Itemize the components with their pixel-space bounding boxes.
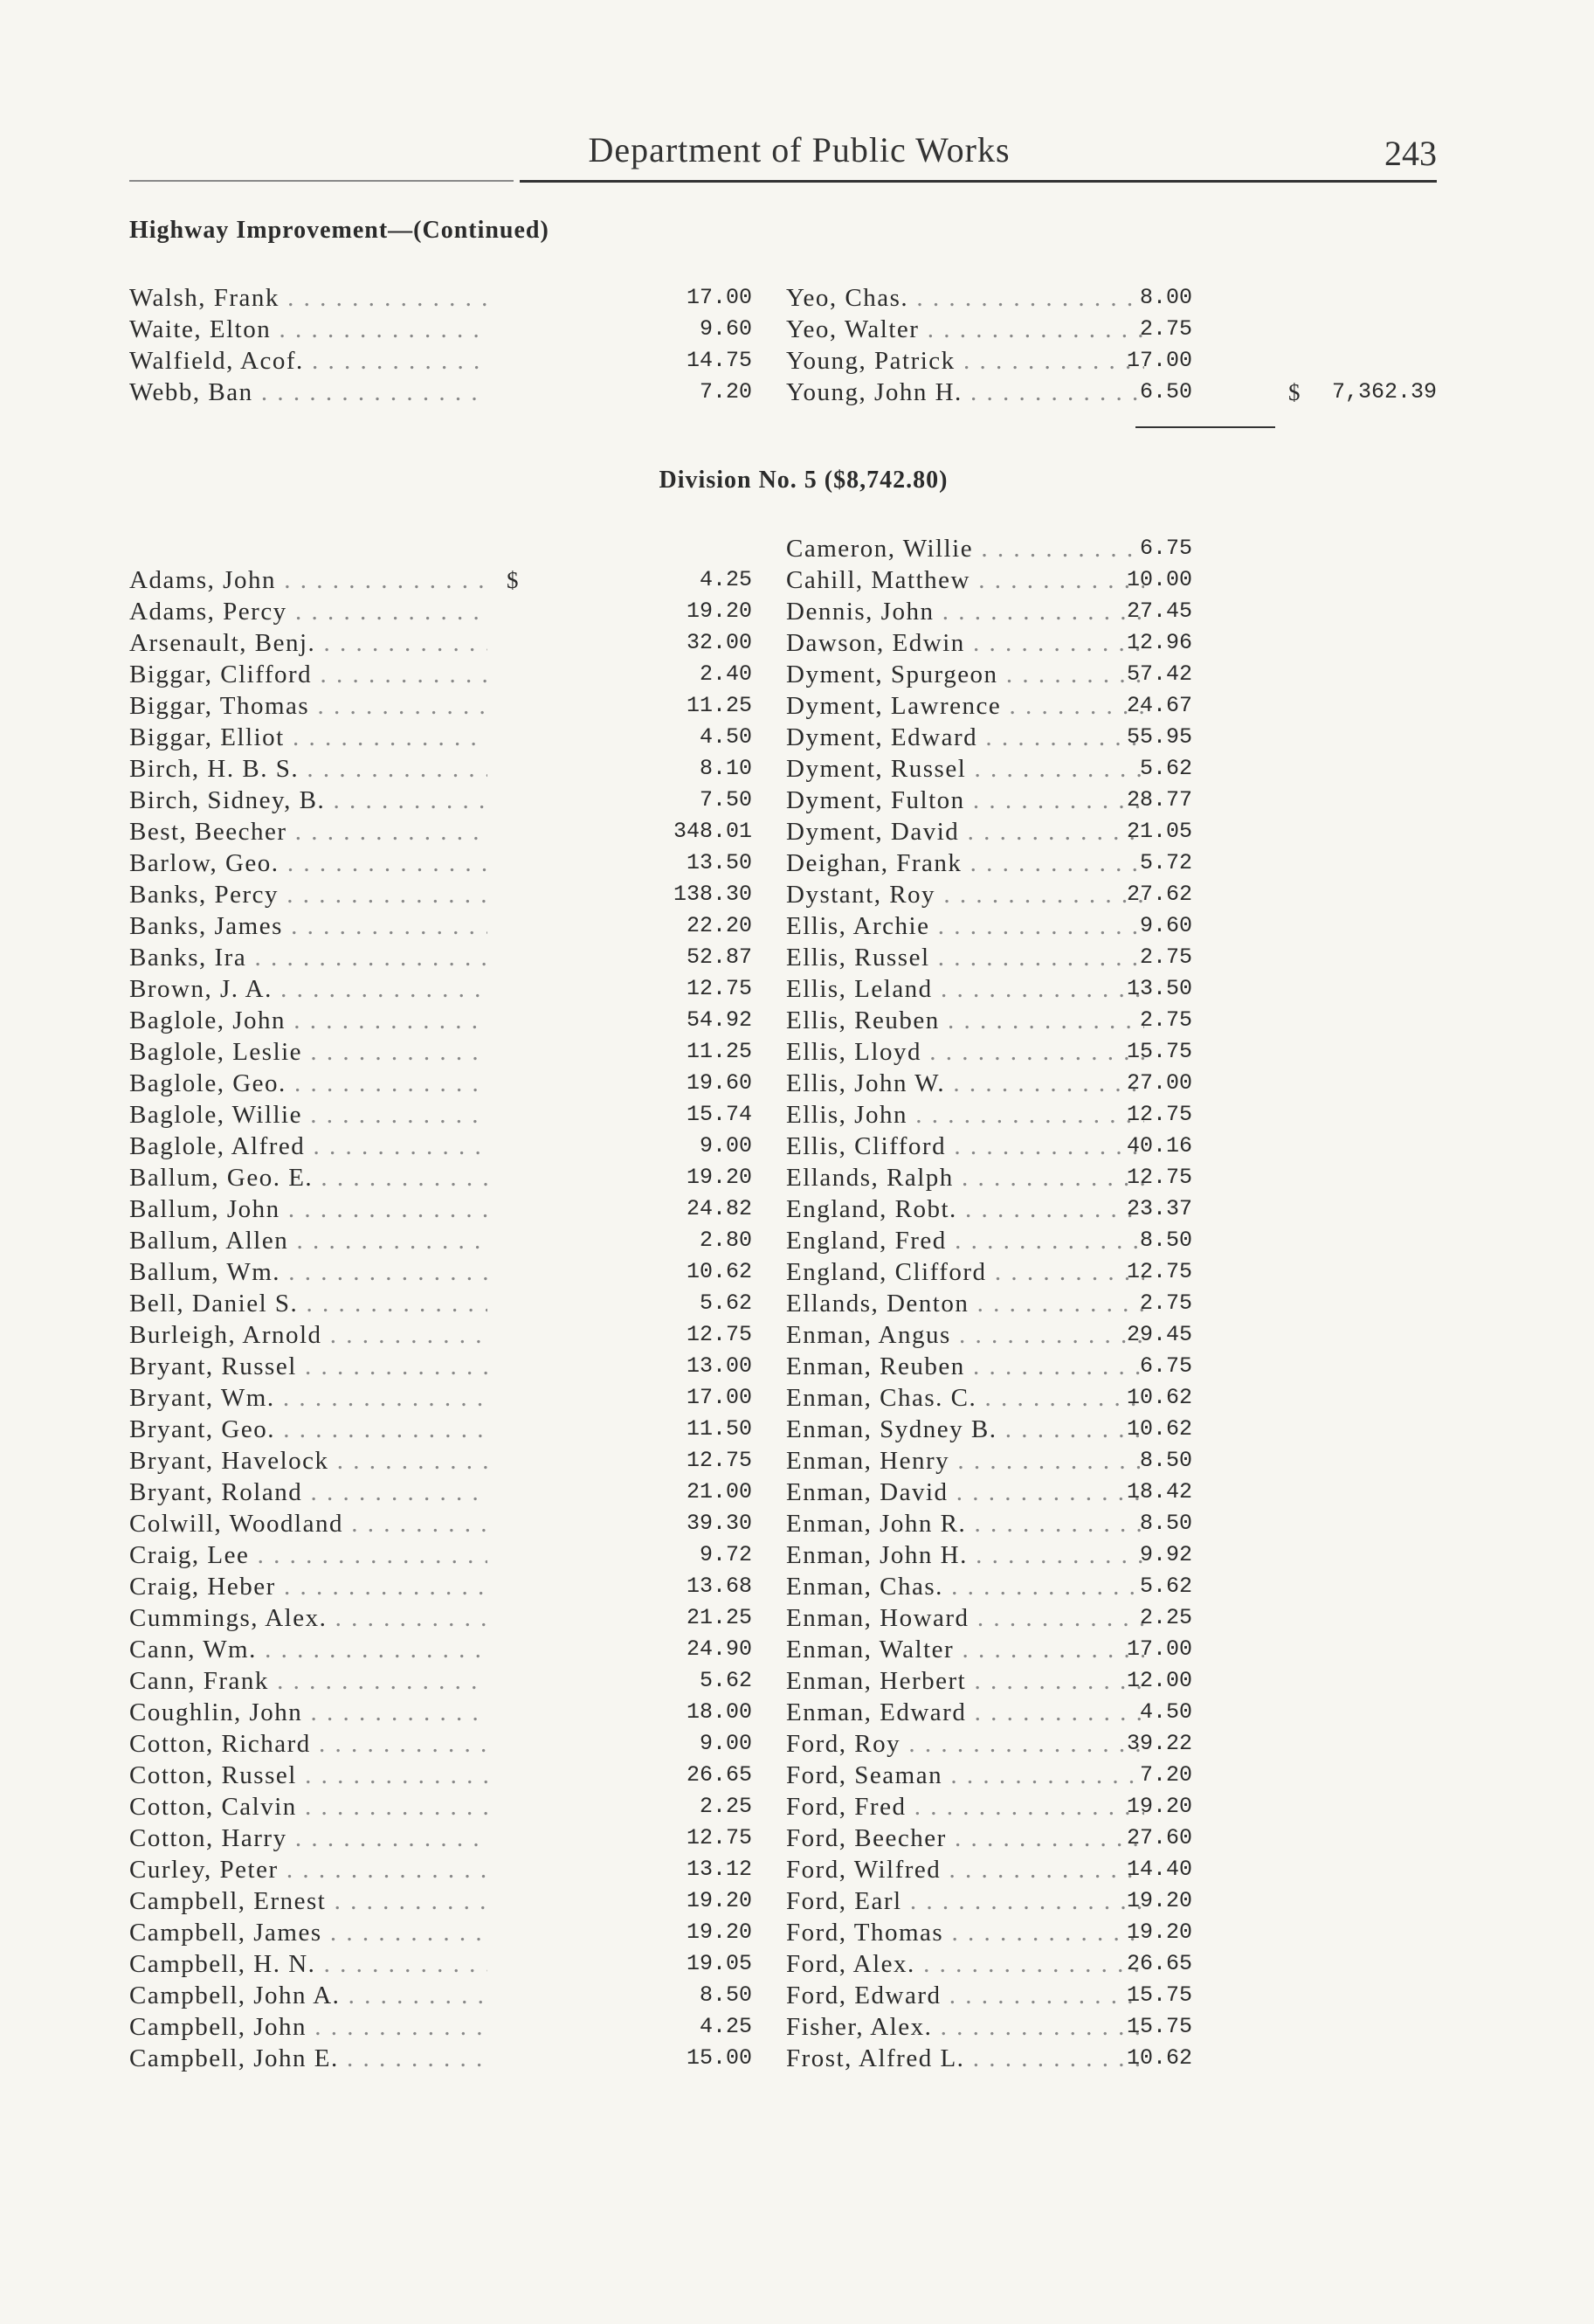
payment-amount: 2.25 — [699, 1794, 752, 1819]
payment-amount: 9.72 — [699, 1542, 752, 1567]
payment-amount: 21.25 — [686, 1605, 752, 1630]
payee-name: Birch, Sidney, B. . . . — [129, 785, 487, 816]
payee-name: Enman, David . . . — [786, 1477, 1144, 1508]
payee-name: Enman, John R. . . . — [786, 1508, 1144, 1539]
payee-name: Ford, Edward . . . — [786, 1980, 1144, 2011]
payee-name: England, Robt. . . . — [786, 1193, 1144, 1225]
payee-name: Banks, James . . . — [129, 910, 487, 942]
payment-amount: 19.20 — [1126, 1888, 1192, 1913]
payment-amount: 9.00 — [699, 1731, 752, 1756]
payment-amount: 19.20 — [686, 1165, 752, 1190]
header-rule — [520, 180, 1437, 183]
payment-amount: 39.30 — [686, 1511, 752, 1536]
payee-name: Enman, John H. . . . — [786, 1539, 1144, 1571]
payment-amount: 9.60 — [699, 316, 752, 342]
payee-name: Baglole, Leslie . . . — [129, 1036, 487, 1068]
payment-amount: 39.22 — [1126, 1731, 1192, 1756]
payment-amount: 40.16 — [1126, 1133, 1192, 1159]
payee-name: Dyment, Lawrence . . . — [786, 690, 1144, 722]
total-currency: $ — [1288, 379, 1301, 405]
payee-name: Young, Patrick . . . — [786, 345, 1144, 377]
payment-amount: 9.60 — [1139, 913, 1192, 938]
payment-amount: 19.05 — [686, 1951, 752, 1976]
payee-name: Cummings, Alex. . . . — [129, 1602, 487, 1634]
payment-amount: 15.74 — [686, 1102, 752, 1127]
payee-name: Enman, Sydney B. . . . — [786, 1414, 1144, 1445]
payment-amount: 12.75 — [1126, 1259, 1192, 1284]
payment-amount: 12.75 — [686, 1322, 752, 1347]
payee-name: Ellis, Leland . . . — [786, 973, 1144, 1005]
payee-name: Dyment, David . . . — [786, 816, 1144, 847]
payment-amount: 8.10 — [699, 756, 752, 781]
payee-name: Campbell, John A. . . . — [129, 1980, 487, 2011]
payee-name: Enman, Reuben . . . — [786, 1351, 1144, 1382]
payment-amount: 6.75 — [1139, 536, 1192, 561]
payee-name: Birch, H. B. S. . . . — [129, 753, 487, 785]
payee-name: Cameron, Willie . . . — [786, 533, 1144, 564]
payment-amount: 4.50 — [699, 724, 752, 750]
payee-name: Brown, J. A. . . . — [129, 973, 487, 1005]
payee-name: Yeo, Walter . . . — [786, 314, 1144, 345]
payee-name: Ellis, John W. . . . — [786, 1068, 1144, 1099]
payee-name: Cahill, Matthew . . . — [786, 564, 1144, 596]
payee-name: Yeo, Chas. . . . — [786, 282, 1144, 314]
payee-name: Ford, Roy . . . — [786, 1728, 1144, 1760]
payee-name: Dyment, Russel . . . — [786, 753, 1144, 785]
payee-name: Biggar, Thomas . . . — [129, 690, 487, 722]
payment-amount: 32.00 — [686, 630, 752, 655]
payment-amount: 19.20 — [686, 1888, 752, 1913]
payment-amount: 52.87 — [686, 944, 752, 970]
payee-name: Colwill, Woodland . . . — [129, 1508, 487, 1539]
payment-amount: 17.00 — [686, 1385, 752, 1410]
payment-amount: 12.75 — [686, 976, 752, 1001]
payee-name: Campbell, H. N. . . . — [129, 1948, 487, 1980]
payment-amount: 13.12 — [686, 1857, 752, 1882]
payment-amount: 19.20 — [1126, 1794, 1192, 1819]
payee-name: Baglole, John . . . — [129, 1005, 487, 1036]
payment-amount: 22.20 — [686, 913, 752, 938]
payment-amount: 24.67 — [1126, 693, 1192, 718]
payee-name: Dennis, John . . . — [786, 596, 1144, 627]
payment-amount: 27.00 — [1126, 1070, 1192, 1096]
payee-name: Cotton, Calvin . . . — [129, 1791, 487, 1823]
payee-name: Ford, Thomas . . . — [786, 1917, 1144, 1948]
payment-amount: 4.25 — [699, 2014, 752, 2039]
payment-amount: 6.75 — [1139, 1353, 1192, 1379]
payment-amount: 10.62 — [1126, 1416, 1192, 1442]
payment-amount: 21.05 — [1126, 819, 1192, 844]
payee-name: Enman, Henry . . . — [786, 1445, 1144, 1477]
payment-amount: 19.20 — [1126, 1919, 1192, 1945]
payment-amount: 8.50 — [1139, 1511, 1192, 1536]
payment-amount: 28.77 — [1126, 787, 1192, 813]
payment-amount: 14.40 — [1126, 1857, 1192, 1882]
payment-amount: 2.75 — [1139, 316, 1192, 342]
payment-amount: 5.62 — [699, 1668, 752, 1693]
payment-amount: 13.00 — [686, 1353, 752, 1379]
payee-name: England, Clifford . . . — [786, 1256, 1144, 1288]
currency-symbol: $ — [507, 567, 519, 593]
payment-amount: 17.00 — [1126, 1636, 1192, 1662]
payee-name: Best, Beecher . . . — [129, 816, 487, 847]
payee-name: Enman, Angus . . . — [786, 1319, 1144, 1351]
payee-name: Deighan, Frank . . . — [786, 847, 1144, 879]
sum-rule — [1135, 426, 1275, 428]
payee-name: Enman, Chas. C. . . . — [786, 1382, 1144, 1414]
payment-amount: 18.00 — [686, 1699, 752, 1725]
payment-amount: 19.60 — [686, 1070, 752, 1096]
payment-amount: 8.00 — [1139, 285, 1192, 310]
payment-amount: 13.50 — [686, 850, 752, 875]
payment-amount: 11.50 — [686, 1416, 752, 1442]
payment-amount: 12.96 — [1126, 630, 1192, 655]
payment-amount: 11.25 — [686, 1039, 752, 1064]
payment-amount: 2.75 — [1139, 1290, 1192, 1316]
payment-amount: 7.20 — [1139, 1762, 1192, 1788]
payee-name: Cotton, Harry . . . — [129, 1823, 487, 1854]
payee-name: England, Fred . . . — [786, 1225, 1144, 1256]
payee-name: Bryant, Geo. . . . — [129, 1414, 487, 1445]
payment-amount: 13.68 — [686, 1574, 752, 1599]
payee-name: Baglole, Willie . . . — [129, 1099, 487, 1131]
payment-amount: 4.25 — [699, 567, 752, 592]
payment-amount: 18.42 — [1126, 1479, 1192, 1504]
payee-name: Campbell, Ernest . . . — [129, 1885, 487, 1917]
payment-amount: 21.00 — [686, 1479, 752, 1504]
payee-name: Bell, Daniel S. . . . — [129, 1288, 487, 1319]
payment-amount: 15.75 — [1126, 2014, 1192, 2039]
payee-name: Frost, Alfred L. . . . — [786, 2043, 1144, 2074]
payee-name: Ford, Earl . . . — [786, 1885, 1144, 1917]
payee-name: Cann, Wm. . . . — [129, 1634, 487, 1665]
payment-amount: 6.50 — [1139, 379, 1192, 405]
payment-amount: 17.00 — [686, 285, 752, 310]
payee-name: Ford, Alex. . . . — [786, 1948, 1144, 1980]
page-number: 243 — [1384, 134, 1437, 173]
payee-name: Ellis, Lloyd . . . — [786, 1036, 1144, 1068]
payee-name: Enman, Howard . . . — [786, 1602, 1144, 1634]
payment-amount: 10.62 — [1126, 1385, 1192, 1410]
payment-amount: 19.20 — [686, 1919, 752, 1945]
payee-name: Enman, Chas. . . . — [786, 1571, 1144, 1602]
payee-name: Banks, Ira . . . — [129, 942, 487, 973]
payee-name: Dyment, Fulton . . . — [786, 785, 1144, 816]
payee-name: Fisher, Alex. . . . — [786, 2011, 1144, 2043]
payee-name: Bryant, Russel . . . — [129, 1351, 487, 1382]
payee-name: Ellis, Archie . . . — [786, 910, 1144, 942]
payee-name: Arsenault, Benj. . . . — [129, 627, 487, 659]
payment-amount: 5.62 — [699, 1290, 752, 1316]
payment-amount: 12.00 — [1126, 1668, 1192, 1693]
payment-amount: 26.65 — [686, 1762, 752, 1788]
payment-amount: 12.75 — [686, 1448, 752, 1473]
payee-name: Dyment, Edward . . . — [786, 722, 1144, 753]
payment-amount: 27.60 — [1126, 1825, 1192, 1850]
payment-amount: 8.50 — [1139, 1228, 1192, 1253]
payee-name: Ford, Fred . . . — [786, 1791, 1144, 1823]
payee-name: Ellands, Denton . . . — [786, 1288, 1144, 1319]
payment-amount: 2.75 — [1139, 1007, 1192, 1033]
payment-amount: 55.95 — [1126, 724, 1192, 750]
payee-name: Burleigh, Arnold . . . — [129, 1319, 487, 1351]
payee-name: Young, John H. . . . — [786, 377, 1144, 408]
payment-amount: 57.42 — [1126, 661, 1192, 687]
payee-name: Ford, Beecher . . . — [786, 1823, 1144, 1854]
payee-name: Campbell, John . . . — [129, 2011, 487, 2043]
payee-name: Enman, Walter . . . — [786, 1634, 1144, 1665]
payment-amount: 8.50 — [699, 1982, 752, 2008]
payment-amount: 54.92 — [686, 1007, 752, 1033]
payee-name: Ellis, Russel . . . — [786, 942, 1144, 973]
payment-amount: 4.50 — [1139, 1699, 1192, 1725]
payment-amount: 14.75 — [686, 348, 752, 373]
payment-amount: 15.00 — [686, 2045, 752, 2071]
payment-amount: 10.62 — [1126, 2045, 1192, 2071]
payee-name: Campbell, John E. . . . — [129, 2043, 487, 2074]
payee-name: Cotton, Russel . . . — [129, 1760, 487, 1791]
payment-amount: 19.20 — [686, 598, 752, 624]
payment-amount: 7.50 — [699, 787, 752, 813]
payee-name: Bryant, Havelock . . . — [129, 1445, 487, 1477]
payee-name: Ballum, Geo. E. . . . — [129, 1162, 487, 1193]
payee-name: Enman, Herbert . . . — [786, 1665, 1144, 1697]
payment-amount: 12.75 — [1126, 1165, 1192, 1190]
payment-amount: 26.65 — [1126, 1951, 1192, 1976]
payee-name: Cann, Frank . . . — [129, 1665, 487, 1697]
page-header-title: Department of Public Works — [588, 130, 1011, 169]
payment-amount: 2.40 — [699, 661, 752, 687]
payment-amount: 15.75 — [1126, 1982, 1192, 2008]
header-rule-left — [129, 180, 514, 182]
payment-amount: 8.50 — [1139, 1448, 1192, 1473]
section-total: 7,362.39 — [1331, 379, 1437, 405]
payee-name: Campbell, James . . . — [129, 1917, 487, 1948]
section-heading: Highway Improvement—(Continued) — [129, 217, 549, 244]
payment-amount: 5.62 — [1139, 756, 1192, 781]
payee-name: Ellis, Reuben . . . — [786, 1005, 1144, 1036]
payment-amount: 5.72 — [1139, 850, 1192, 875]
payment-amount: 9.92 — [1139, 1542, 1192, 1567]
payment-amount: 12.75 — [686, 1825, 752, 1850]
payment-amount: 2.75 — [1139, 944, 1192, 970]
payment-amount: 10.00 — [1126, 567, 1192, 592]
payee-name: Ellis, John . . . — [786, 1099, 1144, 1131]
payee-name: Banks, Percy . . . — [129, 879, 487, 910]
payment-amount: 29.45 — [1126, 1322, 1192, 1347]
payee-name: Webb, Ban . . . — [129, 377, 487, 408]
payment-amount: 15.75 — [1126, 1039, 1192, 1064]
payment-amount: 23.37 — [1126, 1196, 1192, 1221]
payment-amount: 13.50 — [1126, 976, 1192, 1001]
payee-name: Adams, Percy . . . — [129, 596, 487, 627]
payment-amount: 10.62 — [686, 1259, 752, 1284]
payee-name: Biggar, Elliot . . . — [129, 722, 487, 753]
payee-name: Ellis, Clifford . . . — [786, 1131, 1144, 1162]
payment-amount: 24.90 — [686, 1636, 752, 1662]
payee-name: Dawson, Edwin . . . — [786, 627, 1144, 659]
payee-name: Ellands, Ralph . . . — [786, 1162, 1144, 1193]
payee-name: Coughlin, John . . . — [129, 1697, 487, 1728]
payee-name: Bryant, Wm. . . . — [129, 1382, 487, 1414]
payee-name: Walfield, Acof. . . . — [129, 345, 487, 377]
payee-name: Dystant, Roy . . . — [786, 879, 1144, 910]
payee-name: Baglole, Alfred . . . — [129, 1131, 487, 1162]
payment-amount: 138.30 — [673, 882, 752, 907]
payee-name: Cotton, Richard . . . — [129, 1728, 487, 1760]
payee-name: Ballum, John . . . — [129, 1193, 487, 1225]
payee-name: Ballum, Allen . . . — [129, 1225, 487, 1256]
payee-name: Curley, Peter . . . — [129, 1854, 487, 1885]
payee-name: Baglole, Geo. . . . — [129, 1068, 487, 1099]
payment-amount: 2.25 — [1139, 1605, 1192, 1630]
payment-amount: 348.01 — [673, 819, 752, 844]
payee-name: Waite, Elton . . . — [129, 314, 487, 345]
division-heading: Division No. 5 ($8,742.80) — [659, 467, 949, 494]
payee-name: Barlow, Geo. . . . — [129, 847, 487, 879]
payee-name: Ford, Seaman . . . — [786, 1760, 1144, 1791]
payment-amount: 2.80 — [699, 1228, 752, 1253]
payee-name: Adams, John . . . — [129, 564, 487, 596]
payment-amount: 17.00 — [1126, 348, 1192, 373]
payee-name: Dyment, Spurgeon . . . — [786, 659, 1144, 690]
payment-amount: 12.75 — [1126, 1102, 1192, 1127]
payment-amount: 11.25 — [686, 693, 752, 718]
payee-name: Ballum, Wm. . . . — [129, 1256, 487, 1288]
payment-amount: 5.62 — [1139, 1574, 1192, 1599]
payment-amount: 7.20 — [699, 379, 752, 405]
payee-name: Biggar, Clifford . . . — [129, 659, 487, 690]
payee-name: Ford, Wilfred . . . — [786, 1854, 1144, 1885]
payment-amount: 9.00 — [699, 1133, 752, 1159]
payee-name: Bryant, Roland . . . — [129, 1477, 487, 1508]
payment-amount: 27.45 — [1126, 598, 1192, 624]
payee-name: Enman, Edward . . . — [786, 1697, 1144, 1728]
payee-name: Craig, Heber . . . — [129, 1571, 487, 1602]
payee-name: Walsh, Frank . . . — [129, 282, 487, 314]
payment-amount: 27.62 — [1126, 882, 1192, 907]
payee-name: Craig, Lee . . . — [129, 1539, 487, 1571]
payment-amount: 24.82 — [686, 1196, 752, 1221]
